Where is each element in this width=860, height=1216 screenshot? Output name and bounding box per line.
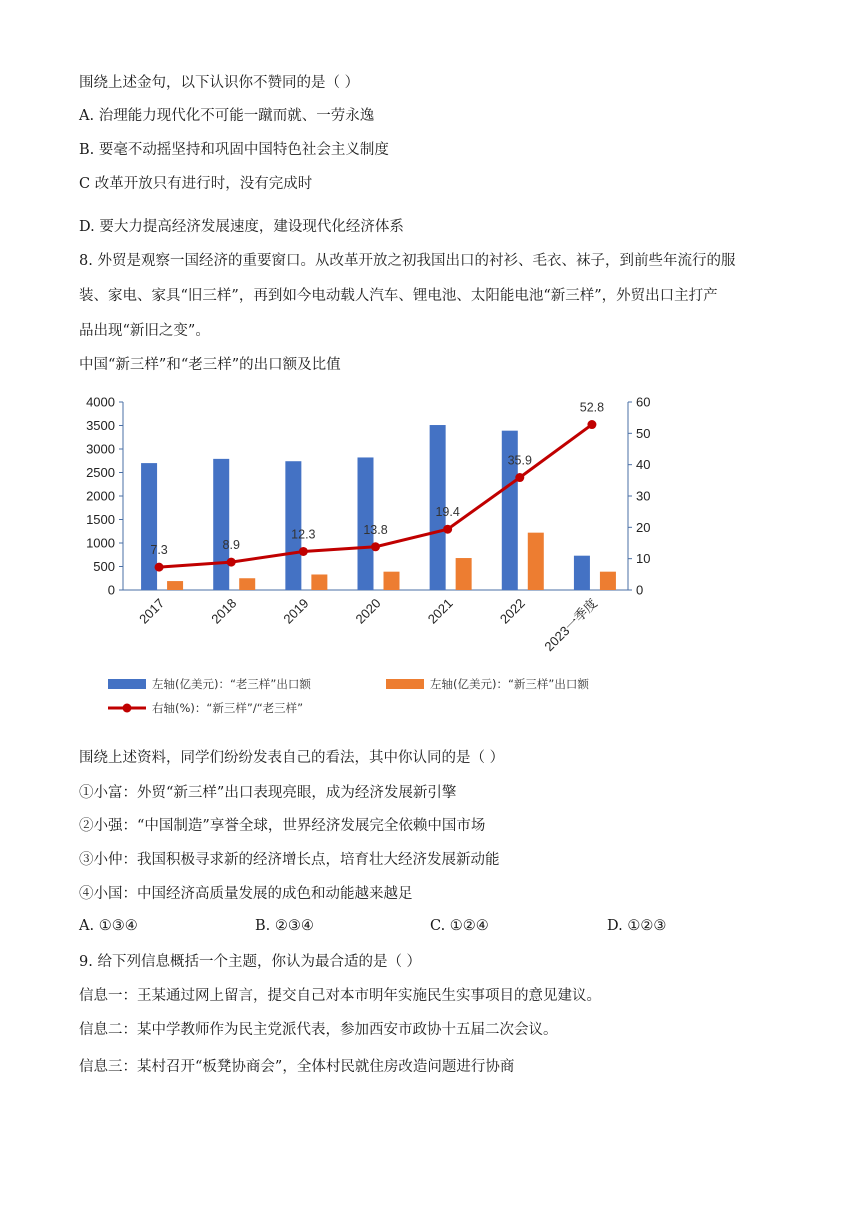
q9-info-1: 信息一：王某通过网上留言，提交自己对本市明年实施民生实事项目的意见建议。 [79,988,601,1004]
ratio-data-label: 8.9 [222,538,240,553]
q7-option-a: A. 治理能力现代化不可能一蹴而就、一劳永逸 [79,108,375,124]
q7-option-d: D. 要大力提高经济发展速度，建设现代化经济体系 [79,219,404,235]
right-tick-label: 10 [636,551,651,567]
q8-intro-line: 装、家电、家具“旧三样”，再到如今电动载人汽车、锂电池、太阳能电池“新三样”，外贸出口主打产 [79,288,718,304]
legend-new-label: 左轴(亿美元)：“新三样”出口额 [430,677,589,691]
x-category-label: 2021 [424,595,456,627]
export-chart [78,390,651,735]
ratio-data-label: 35.9 [507,453,532,468]
x-category-label: 2017 [136,595,168,627]
ratio-data-label: 7.3 [150,543,168,558]
x-category-label: 2018 [208,595,240,627]
left-tick-label: 4000 [86,394,115,410]
ratio-data-label: 12.3 [291,527,316,542]
new-three-bar [167,581,183,590]
export-chart-svg [78,390,651,735]
ratio-point [515,473,524,482]
left-tick-label: 1000 [86,535,115,551]
legend-old-label: 左轴(亿美元)：“老三样”出口额 [152,677,311,691]
left-tick-label: 2000 [86,488,115,504]
ratio-point [587,420,596,429]
q9-info-3: 信息三：某村召开“板凳协商会”，全体村民就住房改造问题进行协商 [79,1059,515,1075]
legend-ratio-label: 右轴(%)：“新三样”/“老三样” [152,701,304,715]
ratio-point [299,547,308,556]
q8-intro-line: 8. 外贸是观察一国经济的重要窗口。从改革开放之初我国出口的衬衫、毛衣、袜子，到前些年流行的服 [79,253,736,269]
old-three-bar [574,556,590,590]
legend-new-swatch [386,679,424,689]
ratio-point [227,558,236,567]
ratio-data-label: 13.8 [363,522,388,537]
left-tick-label: 3000 [86,441,115,457]
ratio-point [443,525,452,534]
new-three-bar [600,572,616,590]
q8-intro-line: 品出现“新旧之变”。 [79,323,210,339]
right-tick-label: 40 [636,457,651,473]
q8-choice-b: B. ②③④ [255,918,314,934]
ratio-data-label: 19.4 [435,505,460,520]
new-three-bar [456,558,472,590]
new-three-bar [311,574,327,590]
left-tick-label: 1500 [86,512,115,527]
new-three-bar [239,578,255,590]
right-tick-label: 50 [636,425,651,441]
new-three-bar [528,533,544,590]
q8-choice-a: A. ①③④ [79,918,138,934]
x-category-label: 2020 [352,595,384,627]
x-category-label: 2023一季度 [541,595,601,655]
old-three-bar [285,461,301,590]
q8-choice-c: C. ①②④ [430,918,489,934]
q7-option-c: C 改革开放只有进行时，没有完成时 [79,176,313,192]
new-three-bar [384,572,400,590]
old-three-bar [141,463,157,590]
q8-statement-2: ②小强：“中国制造”享誉全球，世界经济发展完全依赖中国市场 [79,818,486,834]
ratio-point [155,563,164,572]
q7-option-b: B. 要毫不动摇坚持和巩固中国特色社会主义制度 [79,142,389,158]
q7-stem: 围绕上述金句，以下认识你不赞同的是（ ） [79,75,360,91]
x-category-label: 2022 [496,595,528,627]
old-three-bar [213,459,229,590]
q8-choice-d: D. ①②③ [607,918,667,934]
q9-stem: 9. 给下列信息概括一个主题，你认为最合适的是（ ） [79,954,422,970]
q8-stem: 围绕上述资料，同学们纷纷发表自己的看法，其中你认同的是（ ） [79,750,505,766]
chart-caption: 中国“新三样”和“老三样”的出口额及比值 [79,357,341,373]
ratio-point [371,542,380,551]
q8-statement-4: ④小国：中国经济高质量发展的成色和动能越来越足 [79,886,413,902]
x-category-label: 2019 [280,595,312,627]
left-tick-label: 0 [107,582,115,598]
q9-info-2: 信息二：某中学教师作为民主党派代表，参加西安市政协十五届二次会议。 [79,1022,558,1038]
right-tick-label: 0 [636,582,644,598]
ratio-data-label: 52.8 [579,400,605,415]
left-tick-label: 2500 [86,465,115,480]
legend-ratio-marker [123,704,132,713]
right-tick-label: 20 [636,519,651,535]
left-tick-label: 500 [93,559,115,574]
right-tick-label: 30 [636,488,651,504]
q8-choices [79,918,779,938]
left-tick-label: 3500 [86,418,115,433]
q8-statement-3: ③小仲：我国积极寻求新的经济增长点，培育壮大经济发展新动能 [79,852,500,868]
legend-old-swatch [108,679,146,689]
q8-statement-1: ①小富：外贸“新三样”出口表现亮眼，成为经济发展新引擎 [79,785,457,801]
right-tick-label: 60 [636,394,651,410]
